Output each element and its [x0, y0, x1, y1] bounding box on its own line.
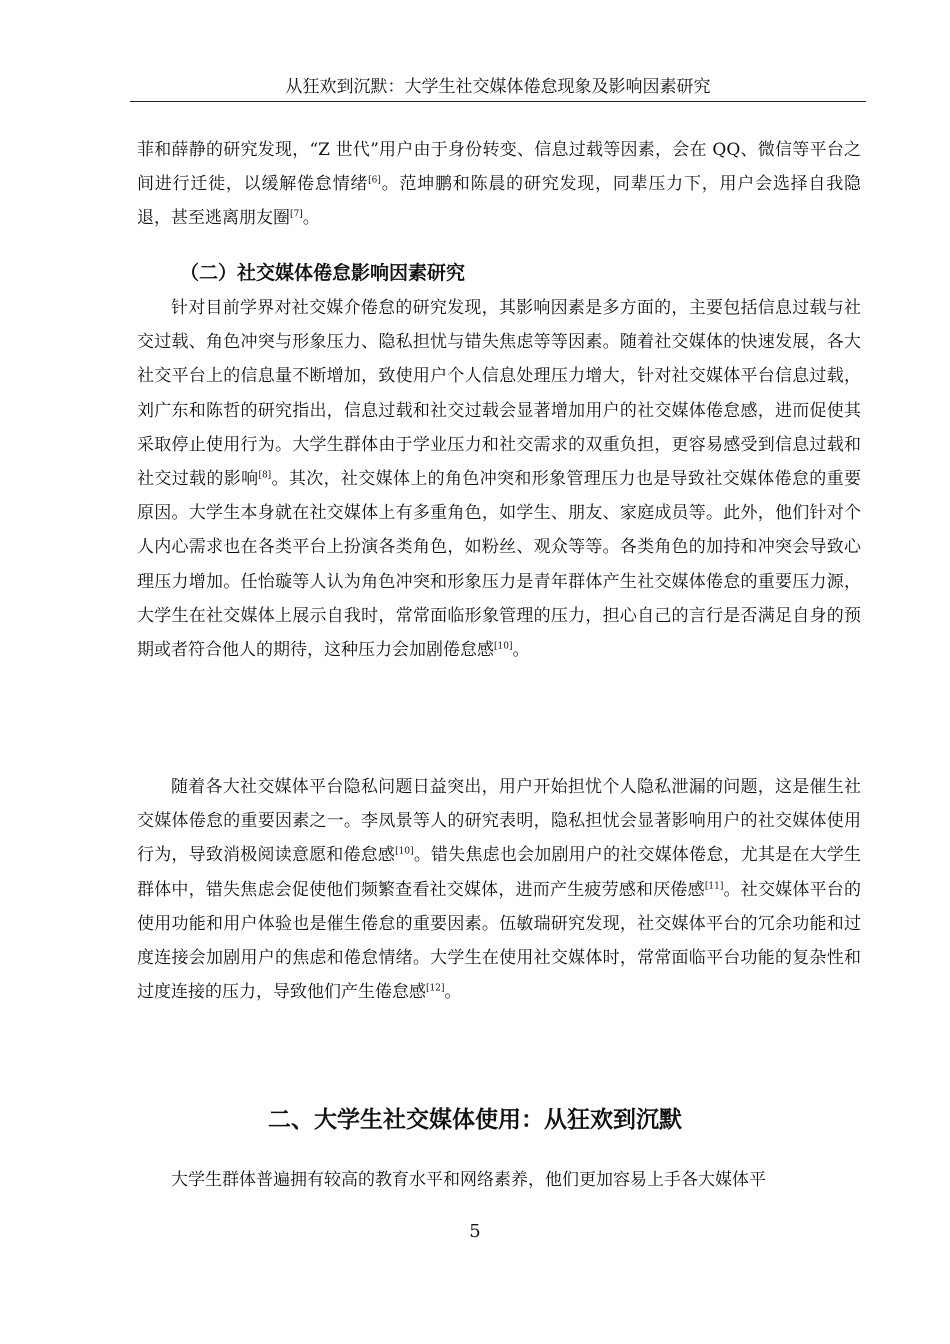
citation-ref: [8] — [258, 470, 272, 481]
paragraph-text: 。其次，社交媒体上的角色冲突和形象管理压力也是导致社交媒体倦怠的重要原因。大学生本身就在社交媒体上有多重角色，如学生、朋友、家庭成员等。此外，他们针对个人内心需求也在各类平台上扮演各类角色，如粉丝、观众等等。各类角色的加持和冲突会导致心理压力增加。任怡璇等人认为角色冲突和形象压力是青年群体产生社交媒体倦怠的重要压力源，大学生在社交媒体上展示自我时，常常面临形象管理的压力，担心自己的言行是否满足自身的预期或者符合他人的期待，这种压力会加剧倦怠感 — [137, 469, 862, 661]
header-rule — [130, 101, 866, 102]
paragraph-text: 随着各大社交媒体平台隐私问题日益突出，用户开始担忧个人隐私泄漏的问题，这是催生社交媒体倦怠的重要因素之一。李凤景等人的研究表明，隐私担忧会显著影响用户的社交媒体使用行为，导致消极阅读意愿和倦怠感 — [137, 777, 861, 866]
paragraph-1 — [137, 133, 861, 236]
running-header: 从狂欢到沉默：大学生社交媒体倦怠现象及影响因素研究 — [285, 77, 711, 97]
paragraph-text: 。社交媒体平台的使用功能和用户体验也是催生倦怠的重要因素。伍敏瑞研究发现，社交媒体平台的冗余功能和过度连接会加剧用户的焦虑和倦怠情绪。大学生在使用社交媒体时，常常面临平台功能的复杂性和过度连接的压力，导致他们产生倦怠感 — [137, 879, 862, 1003]
paragraph-text: 。 — [444, 982, 462, 1003]
paragraph-text: 。范坤鹏和陈晨的研究发现，同辈压力下，用户会选择自我隐退，甚至逃离朋友圈 — [137, 174, 861, 229]
citation-ref: [10] — [395, 846, 414, 857]
page-number: 5 — [469, 1221, 481, 1242]
paragraph-text: 大学生群体普遍拥有较高的教育水平和网络素养，他们更加容易上手各大媒体平 — [171, 1170, 766, 1190]
citation-ref: [7] — [290, 209, 303, 220]
paragraph-4 — [137, 1163, 861, 1197]
paragraph-text: 针对目前学界对社交媒介倦怠的研究发现，其影响因素是多方面的，主要包括信息过载与社交过载、角色冲突与形象压力、隐私担忧与错失焦虑等等因素。随着社交媒体的快速发展，各大社交平台上的信息量不断增加，致使用户个人信息处理压力增大，针对社交媒体平台信息过载，刘广东和陈哲的研究指出，信息过载和社交过载会显著增加用户的社交媒体倦怠感，进而促使其采取停止使用行为。大学生群体由于学业压力和社交需求的双重负担，更容易感受到信息过载和社交过载的影响 — [137, 298, 861, 490]
paragraph-text: 菲和薛静的研究发现，“Z 世代”用户由于身份转变、信息过载等因素，会在 QQ、微信等平台之间进行迁徙，以缓解倦怠情绪 — [137, 140, 861, 195]
paragraph-2 — [137, 291, 861, 667]
citation-ref: [10] — [494, 641, 513, 652]
subsection-heading: （二）社交媒体倦怠影响因素研究 — [180, 262, 466, 284]
paragraph-3 — [137, 770, 861, 1009]
section-heading: 二、大学生社交媒体使用：从狂欢到沉默 — [268, 1107, 682, 1133]
paragraph-text: 。 — [302, 208, 320, 229]
citation-ref: [12] — [426, 983, 445, 994]
citation-ref: [11] — [704, 880, 724, 891]
paragraph-text: 。错失焦虑也会加剧用户的社交媒体倦怠，尤其是在大学生群体中，错失焦虑会促使他们频繁查看社交媒体，进而产生疲劳感和厌倦感 — [137, 845, 862, 900]
citation-ref: [6] — [368, 175, 381, 186]
paragraph-text: 。 — [512, 640, 530, 661]
